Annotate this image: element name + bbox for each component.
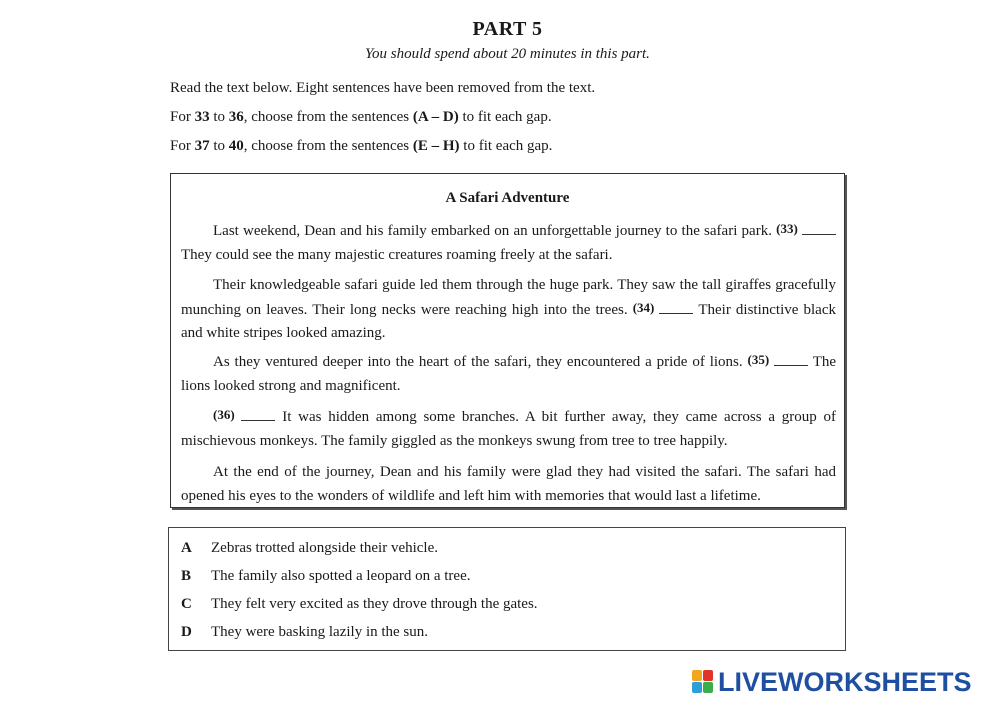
question-number: 33 bbox=[194, 109, 210, 125]
instruction-text: to fit each gap. bbox=[459, 138, 553, 154]
instruction-text: to bbox=[209, 109, 229, 125]
passage-paragraph-5 bbox=[181, 461, 836, 508]
question-number: 36 bbox=[228, 109, 244, 125]
instruction-text: , choose from the sentences bbox=[243, 109, 413, 125]
gap-number-36: (36) bbox=[213, 407, 235, 422]
passage-paragraph-2 bbox=[181, 274, 836, 346]
instruction-text: to bbox=[209, 138, 229, 154]
paragraph-text: The lions looked strong and magnificent. bbox=[181, 354, 837, 394]
options-box bbox=[168, 527, 846, 651]
liveworksheets-logo[interactable] bbox=[692, 667, 972, 697]
logo-text: LIVEWORKSHEETS bbox=[718, 666, 972, 697]
option-a bbox=[181, 540, 438, 557]
option-c bbox=[181, 596, 538, 613]
option-letter: A bbox=[181, 540, 192, 556]
gap-blank-34[interactable] bbox=[659, 303, 693, 314]
instruction-text: Read the text below. Eight sentences have been removed from the text. bbox=[170, 80, 596, 96]
instruction-line-1 bbox=[170, 80, 595, 97]
passage-paragraph-3 bbox=[181, 350, 836, 398]
option-letter: C bbox=[181, 596, 192, 612]
gap-blank-33[interactable] bbox=[802, 224, 836, 235]
page-subtitle: You should spend about 20 minutes in this part. bbox=[365, 46, 650, 62]
option-letter: B bbox=[181, 568, 192, 584]
page-title: PART 5 bbox=[472, 18, 543, 40]
question-number: 37 bbox=[194, 138, 210, 154]
passage-box bbox=[170, 173, 845, 508]
gap-number-33: (33) bbox=[776, 221, 798, 236]
instruction-text: For bbox=[170, 109, 195, 125]
paragraph-text: Last weekend, Dean and his family embarked on an unforgettable journey to the safari park. bbox=[213, 223, 772, 239]
paragraph-text: At the end of the journey, Dean and his family were glad they had visited the safari. The safari had opened his eyes to the wonders of wildlife and left him with memories that would last a lifetime. bbox=[181, 464, 836, 504]
passage-paragraph-4 bbox=[181, 405, 836, 453]
paragraph-text: Their knowledgeable safari guide led them through the huge park. They saw the tall giraffes gracefully munching on leaves. Their long necks were reaching high into the trees. bbox=[181, 277, 836, 318]
instruction-line-3 bbox=[170, 138, 552, 155]
gap-number-34: (34) bbox=[632, 299, 655, 315]
instruction-text: For bbox=[170, 138, 195, 154]
paragraph-text: They could see the many majestic creatures roaming freely at the safari. bbox=[181, 246, 613, 263]
passage-paragraph-1 bbox=[181, 219, 836, 267]
instruction-line-2 bbox=[170, 109, 552, 126]
option-text: Zebras trotted alongside their vehicle. bbox=[211, 540, 438, 556]
paragraph-text: Their distinctive black and white stripes looked amazing. bbox=[181, 301, 836, 341]
question-number: 40 bbox=[228, 138, 244, 154]
option-d bbox=[181, 624, 428, 641]
option-letter: D bbox=[181, 624, 192, 640]
option-b bbox=[181, 568, 471, 585]
instruction-text: , choose from the sentences bbox=[243, 138, 413, 154]
option-text: They were basking lazily in the sun. bbox=[211, 624, 429, 640]
option-text: They felt very excited as they drove through the gates. bbox=[211, 596, 538, 612]
gap-blank-36[interactable] bbox=[241, 410, 275, 421]
option-range: (E – H) bbox=[412, 138, 460, 154]
instruction-text: to fit each gap. bbox=[458, 109, 552, 125]
gap-blank-35[interactable] bbox=[774, 355, 808, 366]
paragraph-text: As they ventured deeper into the heart of the safari, they encountered a pride of lions. bbox=[213, 354, 743, 370]
option-range: (A – D) bbox=[412, 109, 459, 125]
paragraph-text: It was hidden among some branches. A bit further away, they came across a group of mischievous monkeys. The family giggled as the monkeys swung from tree to tree happily. bbox=[181, 409, 837, 449]
passage-title: A Safari Adventure bbox=[445, 190, 570, 206]
option-text: The family also spotted a leopard on a tree. bbox=[211, 568, 471, 584]
liveworksheets-logo-icon bbox=[692, 670, 714, 694]
gap-number-35: (35) bbox=[747, 352, 770, 367]
